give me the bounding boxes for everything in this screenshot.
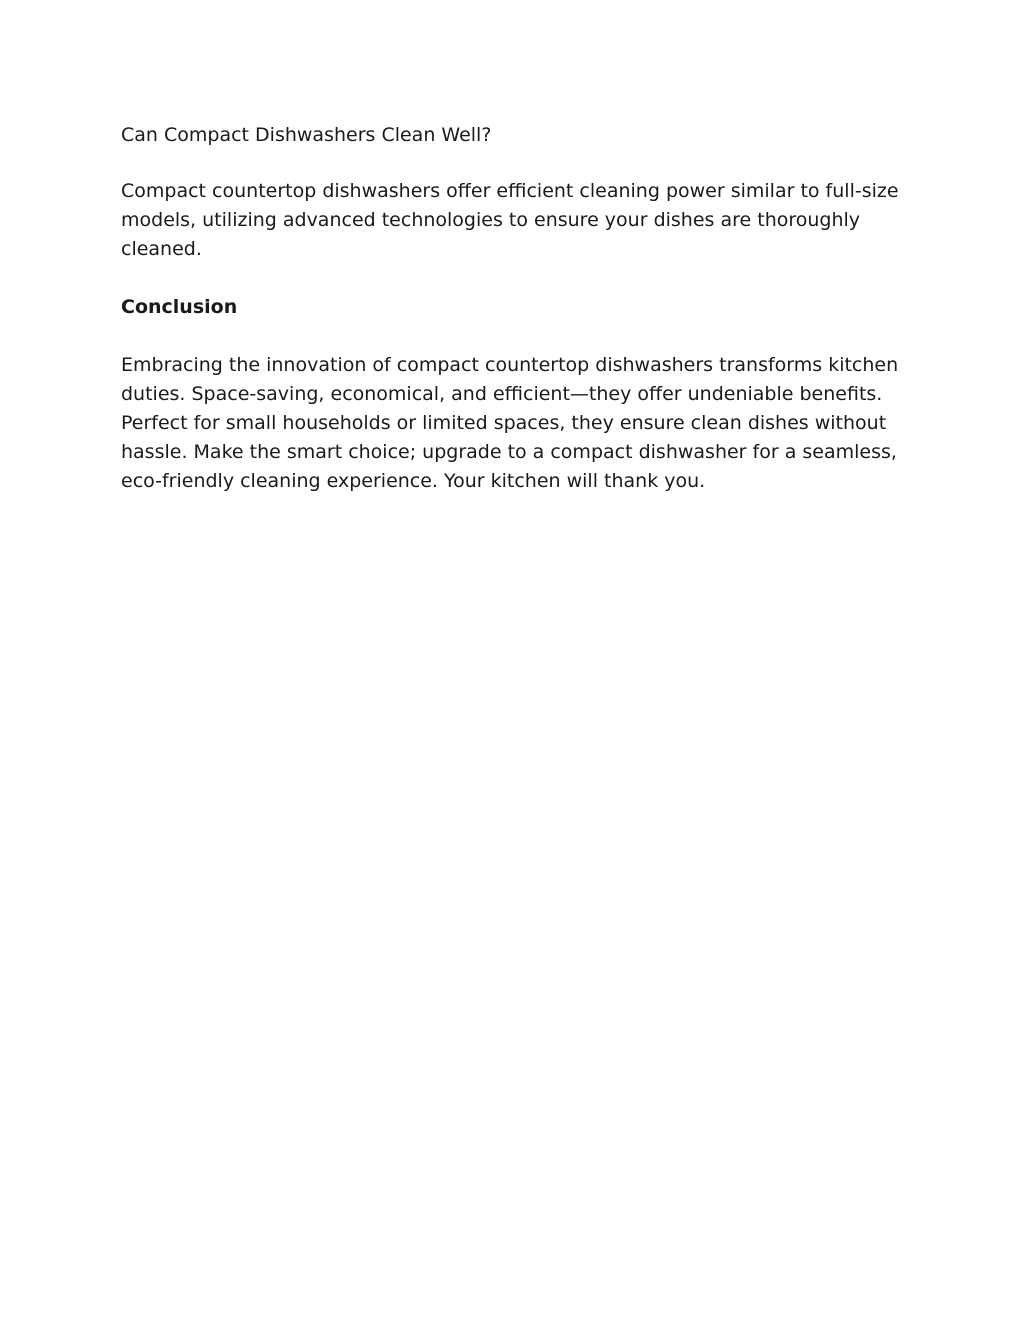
faq-question: Can Compact Dishwashers Clean Well?: [121, 124, 492, 146]
document-body: [121, 121, 911, 525]
faq-answer: Compact countertop dishwashers offer efficient cleaning power similar to full-size models, utilizing advanced technologies to ensure your dishes are thoroughly cleaned.: [121, 180, 899, 260]
conclusion-paragraph: Embracing the innovation of compact countertop dishwashers transforms kitchen duties. Space-saving, economical, and efficient—they offer undeniable benefits. Perfect for small households or limited spaces, they ensure clean dishes without hassle. Make the smart choice; upgrade to a compact dishwasher for a seamless, eco-friendly cleaning experience. Your kitchen will thank you.: [121, 354, 899, 492]
conclusion-heading: Conclusion: [121, 296, 238, 318]
